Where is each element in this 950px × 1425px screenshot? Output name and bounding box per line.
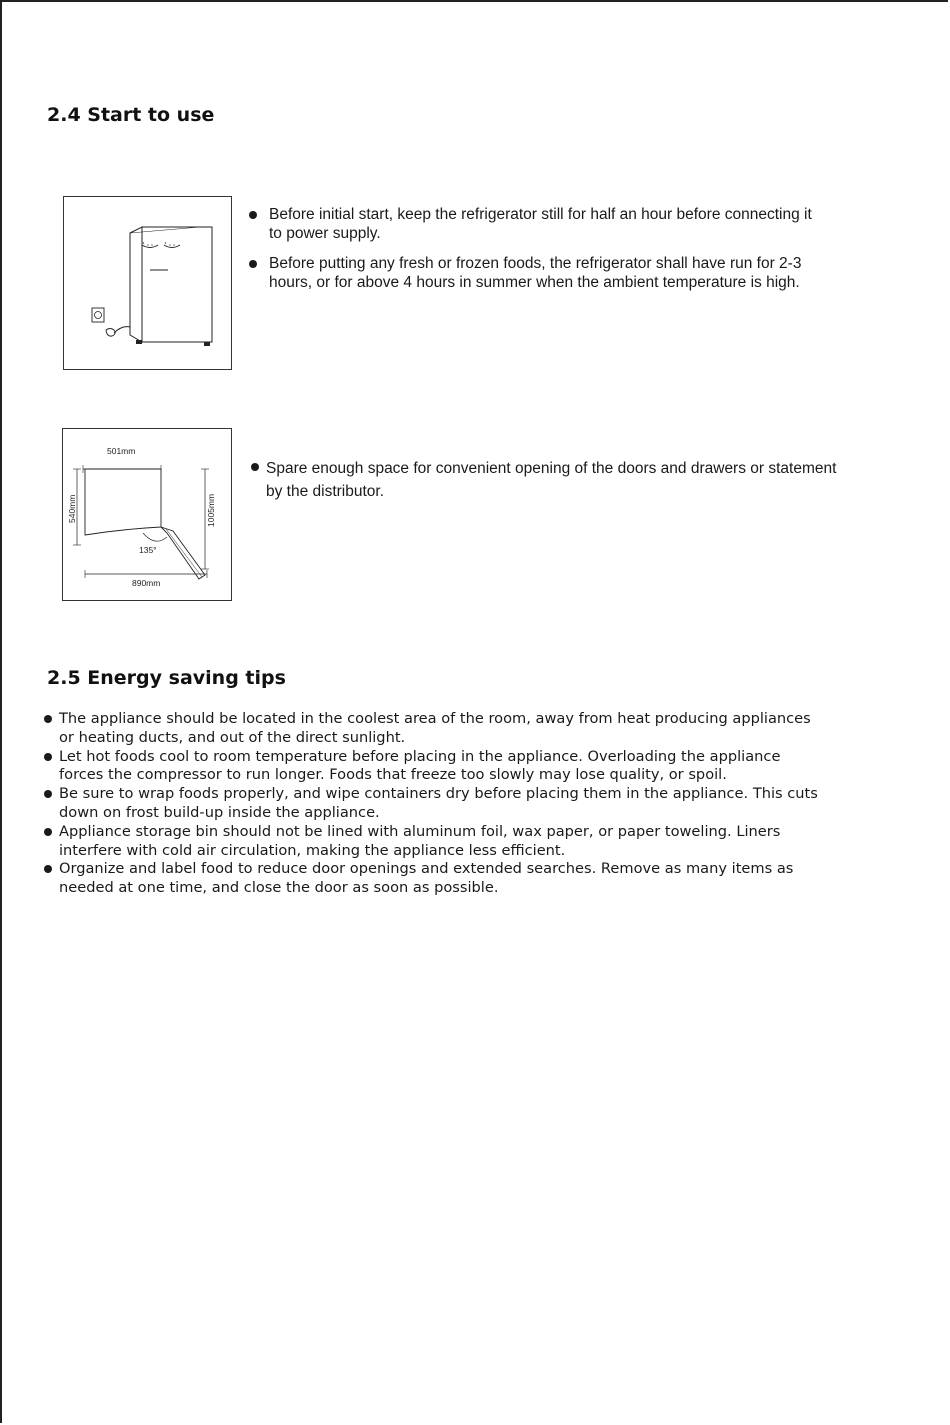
start-bullet-text-2: Before putting any fresh or frozen foods, the refrigerator shall have run for 2-3 hours, or for above 4 hours in summer when the ambient temperature is high. (269, 255, 802, 291)
bullet-dot-icon (44, 753, 52, 761)
door-clearance-diagram (62, 428, 232, 601)
bullet-dot-icon (44, 828, 52, 836)
section-title-energy-saving: 2.5 Energy saving tips (47, 667, 286, 689)
start-bullet-text-1: Before initial start, keep the refrigerator still for half an hour before connecting it to power supply. (269, 206, 812, 242)
energy-tip-1: The appliance should be located in the coolest area of the room, away from heat producing appliances or heating ducts, and out of the direct sunlight. (59, 710, 811, 746)
space-bullets (248, 457, 848, 503)
space-bullet-text: Spare enough space for convenient opening of the doors and drawers or statement by the distributor. (266, 460, 837, 500)
list-item (42, 748, 822, 786)
start-to-use-bullets (247, 205, 827, 303)
open-depth-label: 1005mm (206, 493, 216, 527)
bullet-dot-icon (44, 715, 52, 723)
energy-tips-list (42, 710, 822, 898)
bullet-dot-icon (44, 790, 52, 798)
section-title-start-to-use: 2.4 Start to use (47, 104, 215, 126)
list-item (42, 710, 822, 748)
bullet-dot-icon (249, 211, 257, 219)
list-item (42, 860, 822, 898)
energy-tip-3: Be sure to wrap foods properly, and wipe containers dry before placing them in the appliance. This cuts down on frost build-up inside the appliance. (59, 785, 818, 821)
list-item (247, 254, 827, 292)
bullet-dot-icon (44, 865, 52, 873)
bullet-dot-icon (249, 260, 257, 268)
refrigerator-illustration (63, 196, 232, 370)
angle-label: 135° (139, 545, 157, 555)
energy-tip-2: Let hot foods cool to room temperature before placing in the appliance. Overloading the appliance forces the compressor to run longer. Foods that freeze too slowly may lose quality, or spoil. (59, 747, 781, 784)
open-width-label: 890mm (132, 578, 161, 588)
depth-label: 540mm (67, 494, 77, 523)
list-item (42, 823, 822, 861)
bullet-dot-icon (251, 463, 259, 471)
energy-tip-4: Appliance storage bin should not be lined with aluminum foil, wax paper, or paper toweling. Liners interfere with cold air circulation, making the appliance less efficient. (59, 822, 781, 859)
energy-tip-5: Organize and label food to reduce door openings and extended searches. Remove as many items as needed at one time, and close the door as soon as possible. (59, 860, 794, 897)
width-label: 501mm (107, 446, 136, 456)
list-item (247, 205, 827, 243)
list-item (248, 457, 848, 503)
list-item (42, 785, 822, 823)
